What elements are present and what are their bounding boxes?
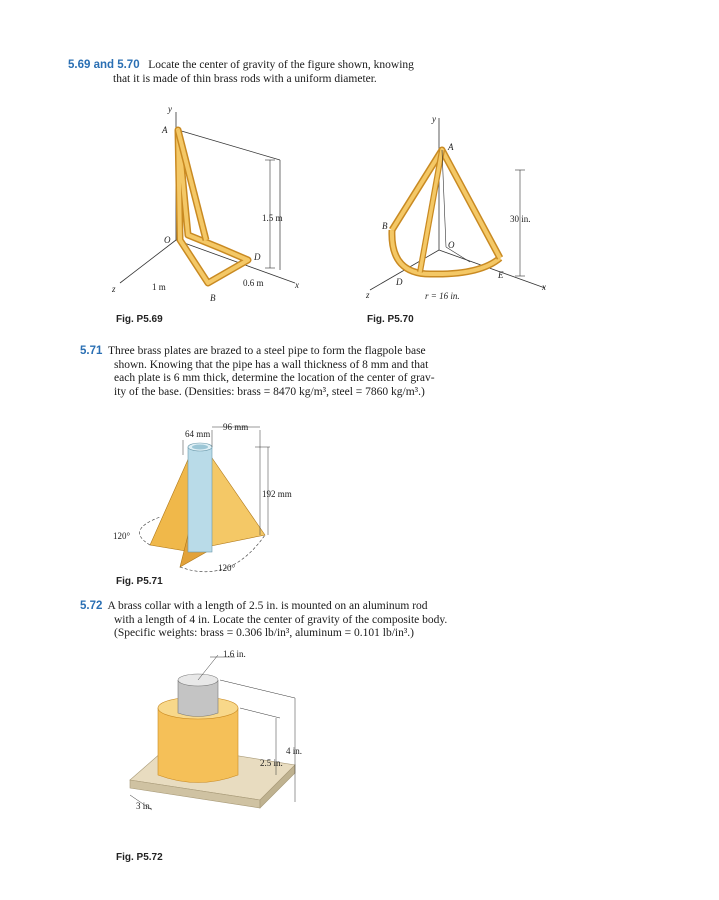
problem-text-line: Three brass plates are brazed to a steel pipe to form the flagpole base bbox=[107, 345, 426, 357]
label-x: x bbox=[542, 282, 546, 292]
problem-text-line: (Specific weights: brass = 0.306 lb/in³, aluminum = 0.101 lb/in³.) bbox=[114, 627, 414, 639]
problem-text-line: with a length of 4 in. Locate the center of gravity of the composite body. bbox=[114, 613, 448, 626]
label-y: y bbox=[168, 104, 172, 114]
label-1-5m: 1.5 m bbox=[262, 213, 283, 223]
label-O: O bbox=[448, 240, 455, 250]
label-96mm: 96 mm bbox=[223, 422, 249, 432]
problem-text-line: ity of the base. (Densities: brass = 8470 kg/m³, steel = 7860 kg/m³.) bbox=[114, 385, 425, 398]
label-D: D bbox=[254, 252, 261, 262]
label-O: O bbox=[164, 235, 171, 245]
label-3in: 3 in. bbox=[136, 801, 153, 811]
label-B: B bbox=[382, 221, 388, 231]
caption-p569: Fig. P5.69 bbox=[116, 314, 163, 325]
problem-text-line: A brass collar with a length of 2.5 in. is mounted on an aluminum rod bbox=[107, 600, 428, 612]
label-y: y bbox=[432, 114, 436, 124]
problem-number: 5.71 bbox=[80, 345, 103, 357]
label-2-5in: 2.5 in. bbox=[260, 758, 283, 768]
caption-p570: Fig. P5.70 bbox=[367, 314, 414, 325]
problem-text-line: each plate is 6 mm thick, determine the location of the center of grav- bbox=[114, 372, 435, 384]
label-1m: 1 m bbox=[152, 282, 166, 292]
label-192mm: 192 mm bbox=[262, 489, 292, 499]
figure-p572 bbox=[110, 650, 320, 825]
label-angle-2: 120° bbox=[218, 563, 236, 573]
label-x: x bbox=[295, 280, 299, 290]
problem-number: 5.72 bbox=[80, 600, 103, 612]
label-radius: r = 16 in. bbox=[425, 291, 460, 301]
label-z: z bbox=[366, 290, 370, 300]
label-4in: 4 in. bbox=[286, 746, 303, 756]
label-A: A bbox=[448, 142, 454, 152]
problem-text-line: shown. Knowing that the pipe has a wall thickness of 8 mm and that bbox=[114, 358, 429, 371]
problem-569-570 bbox=[68, 59, 468, 86]
label-B: B bbox=[210, 293, 216, 303]
caption-p572: Fig. P5.72 bbox=[116, 852, 163, 863]
label-0-6m: 0.6 m bbox=[243, 278, 264, 288]
problem-571 bbox=[80, 345, 460, 399]
figure-p570 bbox=[360, 110, 570, 310]
label-angle-1: 120° bbox=[113, 531, 131, 541]
label-E: E bbox=[498, 270, 504, 280]
caption-p571: Fig. P5.71 bbox=[116, 576, 163, 587]
figure-p571 bbox=[110, 422, 300, 580]
label-z: z bbox=[112, 284, 116, 294]
problem-572 bbox=[80, 600, 460, 641]
problem-number: 5.69 and 5.70 bbox=[68, 59, 140, 71]
label-D: D bbox=[396, 277, 403, 287]
label-64mm: 64 mm bbox=[185, 429, 211, 439]
label-1-6in: 1.6 in. bbox=[223, 649, 246, 659]
problem-text-line: Locate the center of gravity of the figure shown, knowing bbox=[148, 59, 414, 71]
label-A: A bbox=[162, 125, 168, 135]
label-30in: 30 in. bbox=[510, 214, 531, 224]
problem-text-line: that it is made of thin brass rods with a uniform diameter. bbox=[113, 72, 377, 85]
figure-p569 bbox=[100, 100, 330, 315]
